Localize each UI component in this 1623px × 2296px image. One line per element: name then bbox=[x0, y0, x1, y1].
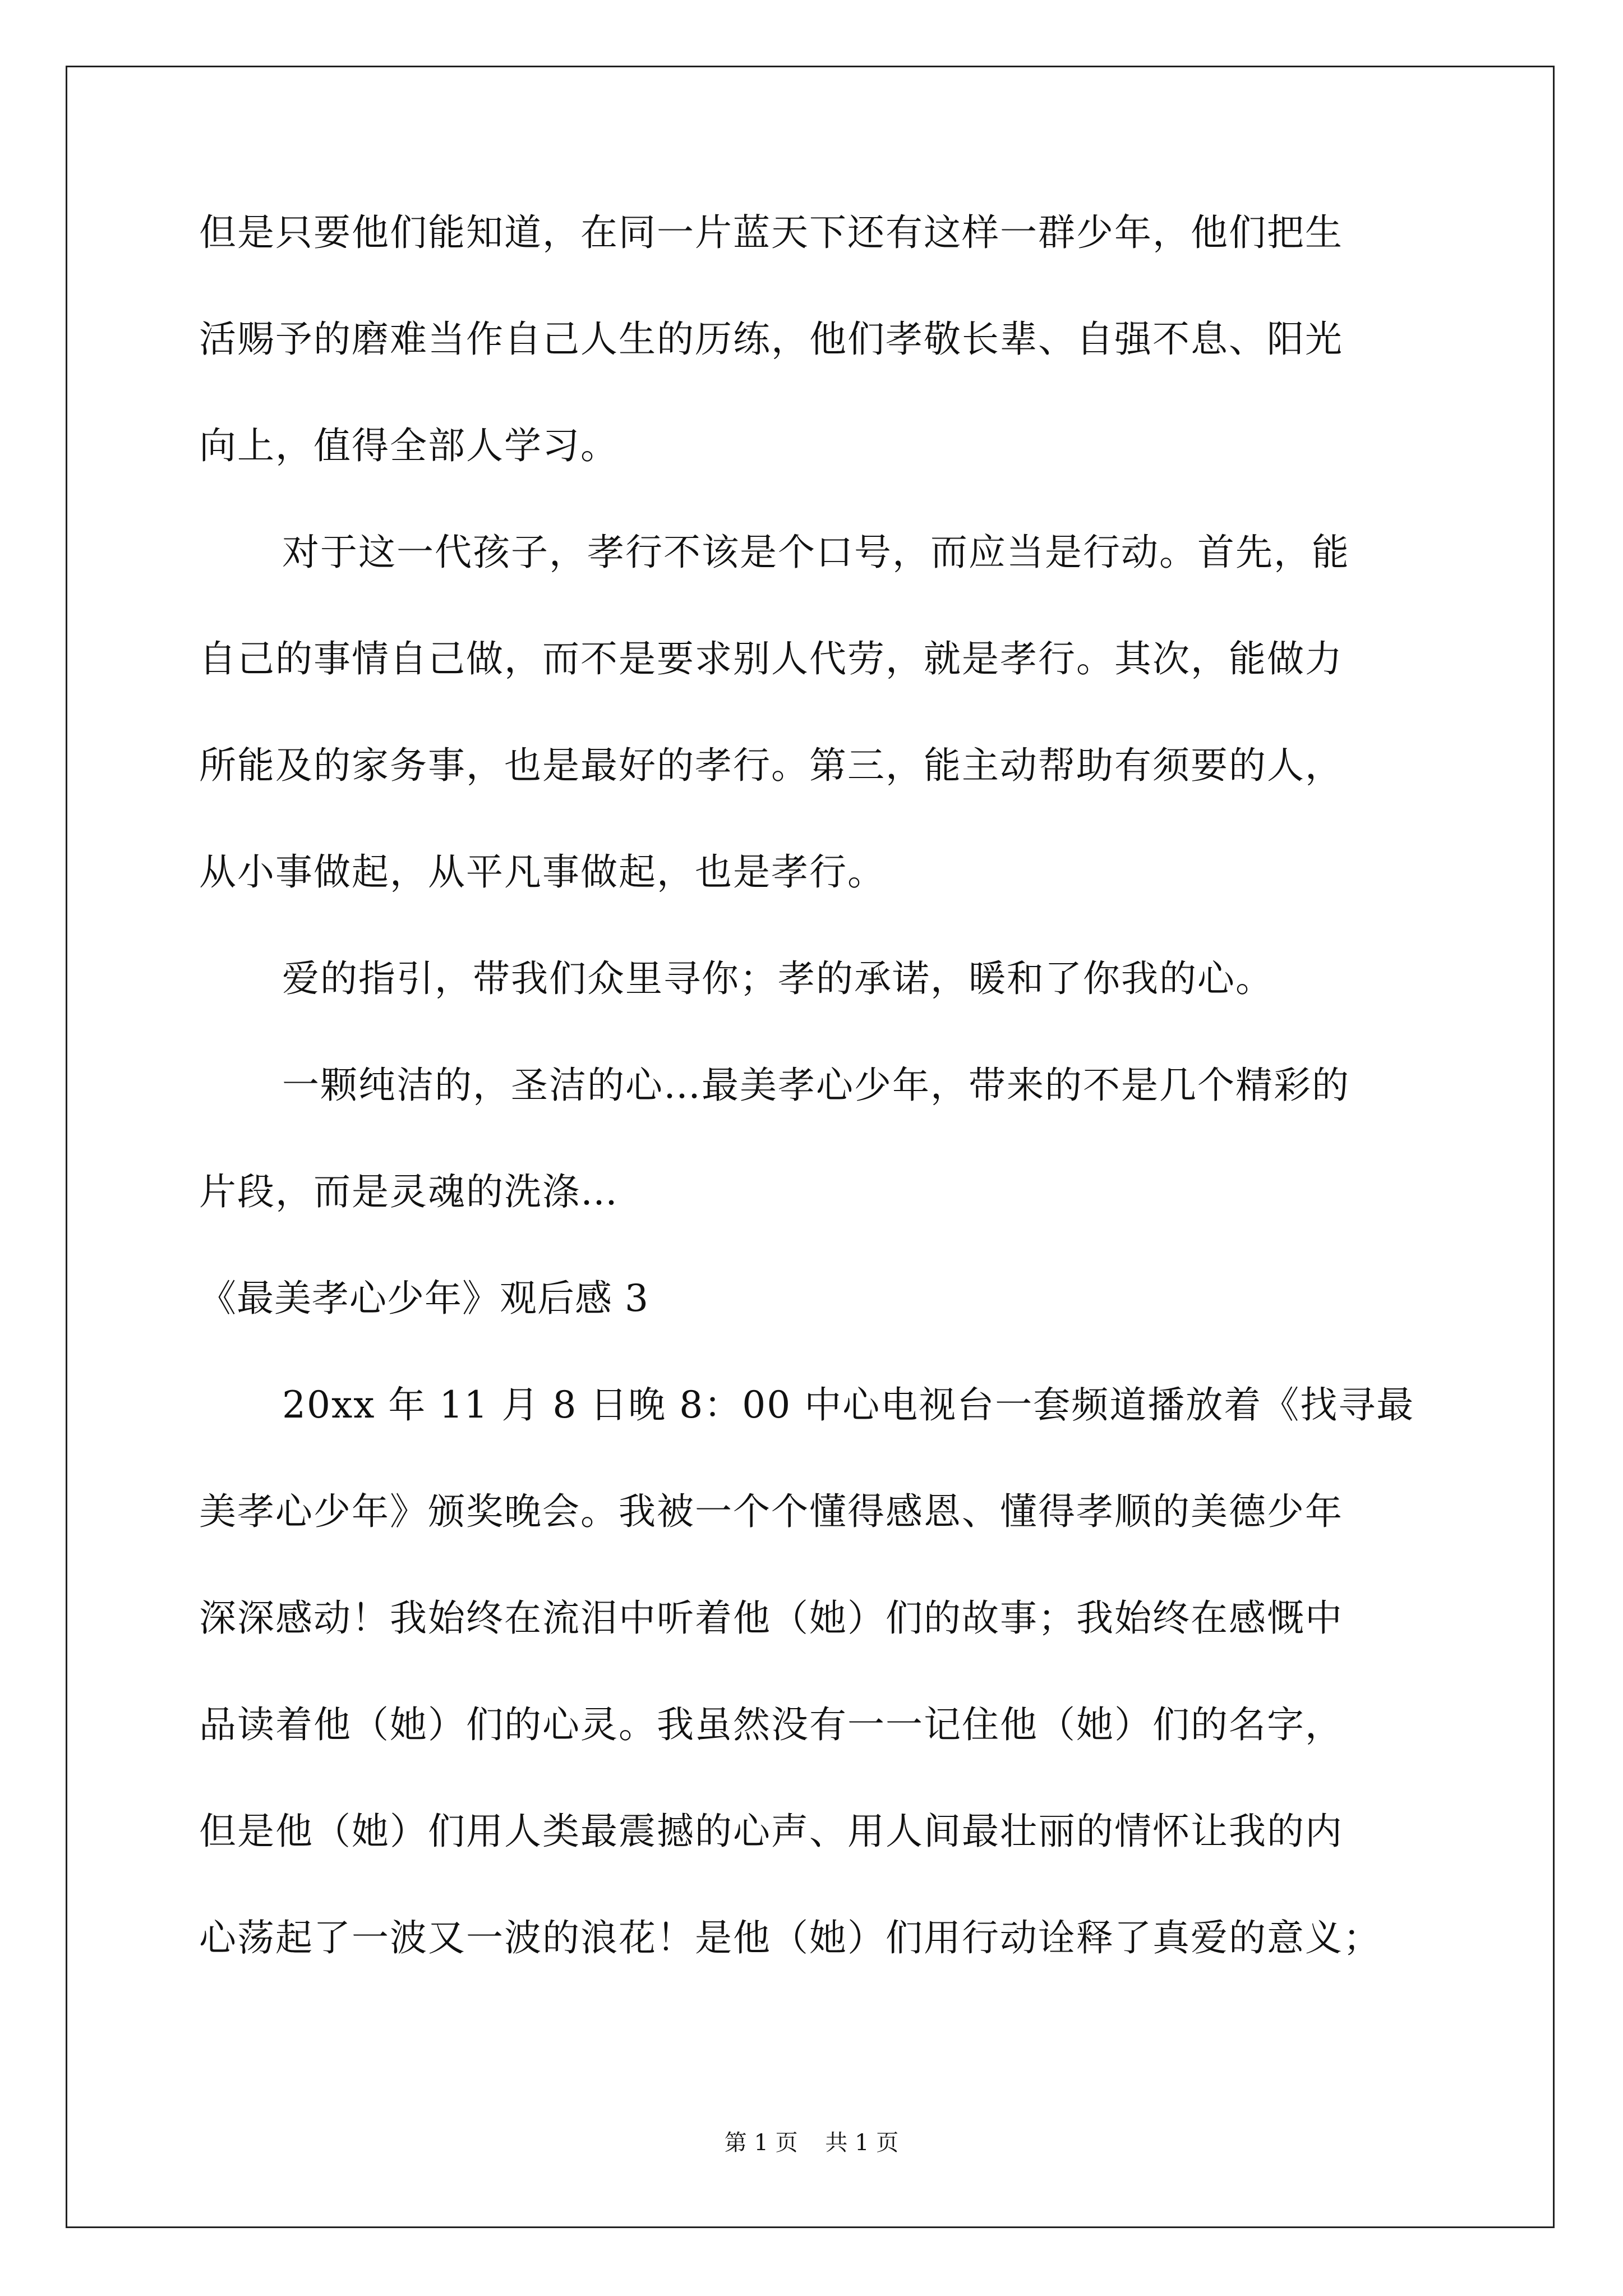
text-line: 深深感动！我始终在流泪中听着他（她）们的故事；我始终在感慨中 bbox=[199, 1596, 1343, 1640]
text-line: 但是他（她）们用人类最震撼的心声、用人间最壮丽的情怀让我的内 bbox=[199, 1810, 1343, 1853]
paragraph-start: 爱的指引，带我们众里寻你；孝的承诺，暖和了你我的心。 bbox=[282, 957, 1274, 1000]
page-total: 共 1 页 bbox=[825, 2130, 899, 2156]
text-line: 活赐予的磨难当作自己人生的历练，他们孝敬长辈、自强不息、阳光 bbox=[199, 318, 1343, 361]
paragraph-start: 一颗纯洁的，圣洁的心…最美孝心少年，带来的不是几个精彩的 bbox=[282, 1064, 1350, 1107]
page-border bbox=[66, 66, 1555, 2228]
text-line: 自己的事情自己做，而不是要求别人代劳，就是孝行。其次，能做力 bbox=[199, 637, 1343, 680]
text-line: 片段，而是灵魂的洗涤… bbox=[199, 1170, 619, 1213]
paragraph-start: 对于这一代孩子，孝行不该是个口号，而应当是行动。首先，能 bbox=[282, 531, 1350, 574]
text-line: 但是只要他们能知道，在同一片蓝天下还有这样一群少年，他们把生 bbox=[199, 211, 1343, 254]
text-line: 从小事做起，从平凡事做起，也是孝行。 bbox=[199, 850, 886, 894]
section-heading: 《最美孝心少年》观后感 3 bbox=[199, 1277, 649, 1320]
text-line: 心荡起了一波又一波的浪花！是他（她）们用行动诠释了真爱的意义； bbox=[199, 1916, 1381, 1959]
paragraph-start: 20xx 年 11 月 8 日晚 8：00 中心电视台一套频道播放着《找寻最 bbox=[282, 1383, 1415, 1427]
page-footer bbox=[0, 2129, 1623, 2157]
page-number: 第 1 页 bbox=[724, 2130, 798, 2156]
text-line: 品读着他（她）们的心灵。我虽然没有一一记住他（她）们的名字， bbox=[199, 1703, 1343, 1746]
text-line: 向上，值得全部人学习。 bbox=[199, 424, 619, 467]
text-line: 美孝心少年》颁奖晚会。我被一个个懂得感恩、懂得孝顺的美德少年 bbox=[199, 1490, 1343, 1533]
text-line: 所能及的家务事，也是最好的孝行。第三，能主动帮助有须要的人， bbox=[199, 744, 1343, 787]
